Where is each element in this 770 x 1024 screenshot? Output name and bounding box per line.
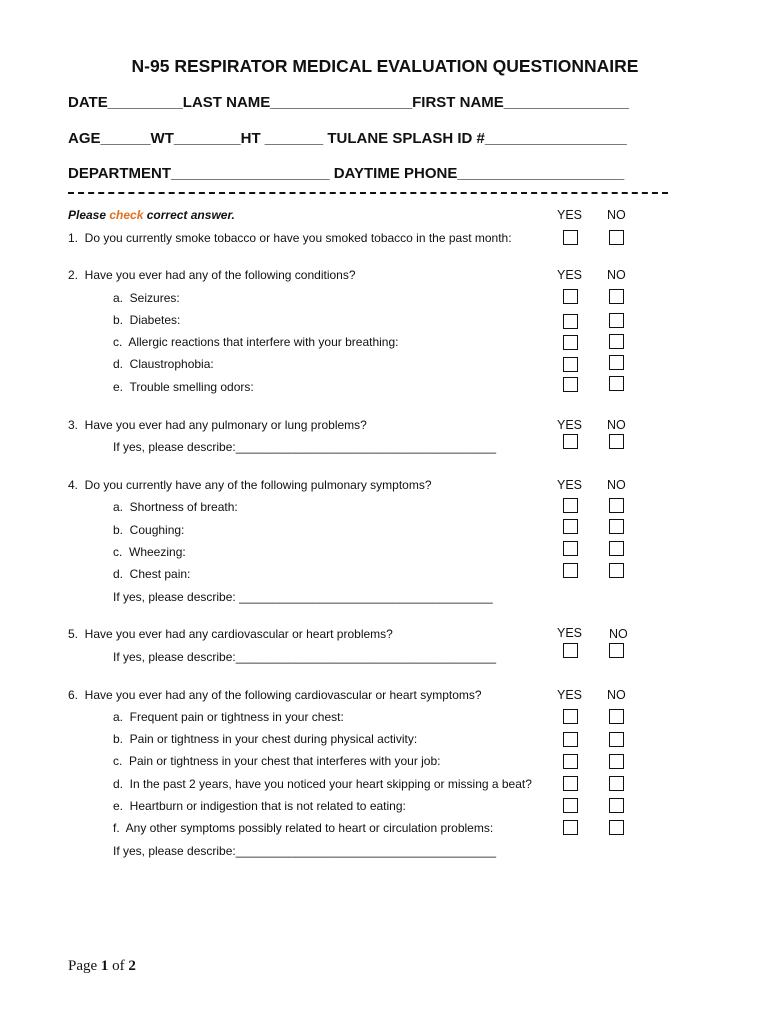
q6a-no-checkbox[interactable] — [609, 709, 624, 724]
q3-describe[interactable]: If yes, please describe:_______________________________________ — [113, 440, 497, 454]
q5-describe[interactable]: If yes, please describe:_______________________________________ — [113, 650, 497, 664]
page-total: 2 — [128, 958, 136, 974]
q4-item-a: a. Shortness of breath: — [113, 500, 238, 514]
page-label: Page — [68, 958, 101, 974]
q5-yes-checkbox[interactable] — [563, 643, 578, 658]
q2e-no-checkbox[interactable] — [609, 376, 624, 391]
header-line-date-name[interactable]: DATE_________LAST NAME_________________FIRST NAME_______________ — [68, 94, 629, 111]
yes-label: YES — [557, 688, 583, 702]
yes-label: YES — [557, 626, 583, 640]
q4a-no-checkbox[interactable] — [609, 498, 624, 513]
q2e-yes-checkbox[interactable] — [563, 377, 578, 392]
q6-item-c: c. Pain or tightness in your chest that interferes with your job: — [113, 754, 441, 768]
q4-describe[interactable]: If yes, please describe: ______________________________________ — [113, 590, 493, 604]
question-3: 3. Have you ever had any pulmonary or lung problems? — [68, 418, 367, 432]
q6b-no-checkbox[interactable] — [609, 732, 624, 747]
q2-item-e: e. Trouble smelling odors: — [113, 380, 254, 394]
header-line-department-phone[interactable]: DEPARTMENT___________________ DAYTIME PHONE____________________ — [68, 165, 625, 182]
yes-label: YES — [557, 478, 583, 492]
no-label: NO — [607, 208, 626, 222]
instructions — [68, 208, 235, 222]
no-label: NO — [607, 418, 626, 432]
q4c-no-checkbox[interactable] — [609, 541, 624, 556]
q6-item-d: d. In the past 2 years, have you noticed your heart skipping or missing a beat? — [113, 777, 532, 791]
q2-item-d: d. Claustrophobia: — [113, 357, 214, 371]
q4b-yes-checkbox[interactable] — [563, 519, 578, 534]
yes-label: YES — [557, 418, 583, 432]
q6-item-f: f. Any other symptoms possibly related to heart or circulation problems: — [113, 821, 494, 835]
q6b-yes-checkbox[interactable] — [563, 732, 578, 747]
page-of: of — [108, 958, 129, 974]
q6e-yes-checkbox[interactable] — [563, 798, 578, 813]
q6f-yes-checkbox[interactable] — [563, 820, 578, 835]
q6-describe[interactable]: If yes, please describe:_______________________________________ — [113, 844, 497, 858]
q2-item-b: b. Diabetes: — [113, 313, 181, 327]
q2c-no-checkbox[interactable] — [609, 334, 624, 349]
q2d-no-checkbox[interactable] — [609, 355, 624, 370]
q4b-no-checkbox[interactable] — [609, 519, 624, 534]
q6-item-b: b. Pain or tightness in your chest during physical activity: — [113, 732, 418, 746]
q6f-no-checkbox[interactable] — [609, 820, 624, 835]
q6c-no-checkbox[interactable] — [609, 754, 624, 769]
q2a-yes-checkbox[interactable] — [563, 289, 578, 304]
q1-yes-checkbox[interactable] — [563, 230, 578, 245]
q6-item-a: a. Frequent pain or tightness in your chest: — [113, 710, 344, 724]
q6d-yes-checkbox[interactable] — [563, 776, 578, 791]
q6d-no-checkbox[interactable] — [609, 776, 624, 791]
header-line-age-id[interactable]: AGE______WT________HT _______ TULANE SPLASH ID #_________________ — [68, 130, 627, 147]
q2-item-a: a. Seizures: — [113, 291, 180, 305]
q4c-yes-checkbox[interactable] — [563, 541, 578, 556]
yes-label: YES — [557, 208, 583, 222]
page-current: 1 — [100, 958, 109, 974]
q6-item-e: e. Heartburn or indigestion that is not related to eating: — [113, 799, 406, 813]
instructions-before: Please — [68, 208, 110, 222]
question-5: 5. Have you ever had any cardiovascular or heart problems? — [68, 627, 393, 641]
q4d-yes-checkbox[interactable] — [563, 563, 578, 578]
no-label: NO — [607, 478, 626, 492]
page-number — [68, 958, 136, 975]
question-4: 4. Do you currently have any of the following pulmonary symptoms? — [68, 478, 432, 492]
no-label: NO — [609, 627, 628, 641]
no-label: NO — [607, 268, 626, 282]
q5-no-checkbox[interactable] — [609, 643, 624, 658]
question-2: 2. Have you ever had any of the following conditions? — [68, 268, 356, 282]
q6c-yes-checkbox[interactable] — [563, 754, 578, 769]
q2d-yes-checkbox[interactable] — [563, 357, 578, 372]
question-6: 6. Have you ever had any of the following cardiovascular or heart symptoms? — [68, 688, 482, 702]
q2a-no-checkbox[interactable] — [609, 289, 624, 304]
form-title: N-95 RESPIRATOR MEDICAL EVALUATION QUESTIONNAIRE — [131, 56, 639, 76]
q4-item-b: b. Coughing: — [113, 523, 185, 537]
instructions-highlight: check — [109, 208, 144, 222]
q1-no-checkbox[interactable] — [609, 230, 624, 245]
q2b-yes-checkbox[interactable] — [563, 314, 578, 329]
q4a-yes-checkbox[interactable] — [563, 498, 578, 513]
no-label: NO — [607, 688, 626, 702]
question-1: 1. Do you currently smoke tobacco or have you smoked tobacco in the past month: — [68, 231, 512, 245]
q2b-no-checkbox[interactable] — [609, 313, 624, 328]
instructions-after: correct answer. — [143, 208, 235, 222]
yes-label: YES — [557, 268, 583, 282]
dashed-divider — [68, 192, 668, 194]
q2-item-c: c. Allergic reactions that interfere with your breathing: — [113, 335, 399, 349]
q4-item-c: c. Wheezing: — [113, 545, 186, 559]
q6a-yes-checkbox[interactable] — [563, 709, 578, 724]
q3-no-checkbox[interactable] — [609, 434, 624, 449]
q3-yes-checkbox[interactable] — [563, 434, 578, 449]
q2c-yes-checkbox[interactable] — [563, 335, 578, 350]
q4d-no-checkbox[interactable] — [609, 563, 624, 578]
q4-item-d: d. Chest pain: — [113, 567, 191, 581]
q6e-no-checkbox[interactable] — [609, 798, 624, 813]
